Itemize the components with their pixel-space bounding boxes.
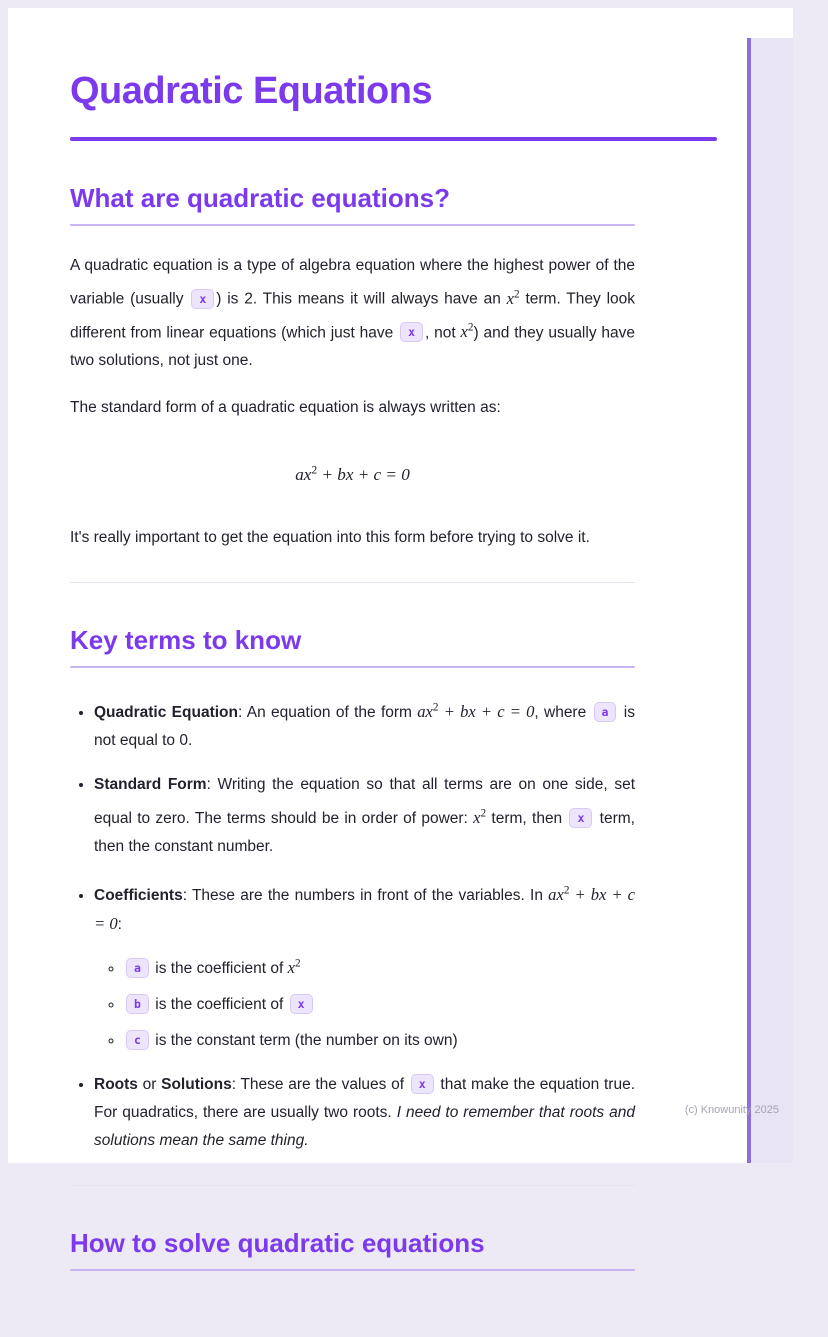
text-run: A quadratic equation is a type of algebra equation where the highest power of the variable (usually bbox=[70, 257, 635, 308]
paragraph-standard-form-lead: The standard form of a quadratic equation is always written as: bbox=[70, 399, 501, 417]
text-run: : These are the values of bbox=[231, 1075, 409, 1093]
text-run: : These are the numbers in front of the variables. In bbox=[182, 887, 549, 905]
inline-code-badge: x bbox=[290, 994, 313, 1014]
text-run: , where bbox=[534, 704, 592, 722]
text-run: : bbox=[117, 916, 122, 934]
term-item-quadratic-equation bbox=[94, 694, 635, 756]
sub-item-text bbox=[124, 957, 301, 977]
term-text bbox=[94, 776, 635, 855]
math-text: $ax^2$ + bx + c = 0 bbox=[417, 701, 535, 722]
inline-code-badge: x bbox=[191, 289, 214, 309]
text-run: , not bbox=[425, 324, 461, 342]
text-run: is the constant term (the number on its own) bbox=[150, 1031, 458, 1049]
math-text: $ax^2$ + bx + c = 0 bbox=[295, 463, 410, 484]
inline-code-badge: a bbox=[126, 958, 149, 978]
term-item-coefficients bbox=[94, 877, 635, 1055]
sub-item-c bbox=[124, 1027, 635, 1055]
inline-code-badge: c bbox=[126, 1030, 149, 1050]
text-run: : Writing the equation so that all terms are on one side, set equal to zero. The terms should be in order of power: bbox=[94, 776, 635, 827]
sub-item-a bbox=[124, 949, 635, 983]
coefficients-sublist bbox=[94, 949, 635, 1055]
sub-item-text bbox=[124, 1032, 458, 1049]
watermark: (c) Knowunity 2025 bbox=[684, 1104, 779, 1116]
math-text: $x^2$ bbox=[506, 288, 520, 308]
term-item-roots-solutions bbox=[94, 1071, 635, 1155]
text-run: Standard Form bbox=[94, 776, 207, 794]
inline-code-badge: a bbox=[594, 702, 617, 722]
document-page bbox=[8, 8, 793, 1258]
inline-code-badge: x bbox=[411, 1074, 434, 1094]
text-run: I need to remember that roots and solutions mean the same thing. bbox=[94, 1103, 635, 1149]
text-run: ) is 2. This means it will always have an bbox=[216, 290, 507, 308]
section-divider bbox=[70, 582, 635, 583]
text-run: is not equal to 0. bbox=[94, 704, 635, 750]
text-run: that make the equation true. For quadratics, there are usually two roots. bbox=[94, 1075, 635, 1121]
section-key-terms bbox=[70, 625, 635, 1155]
sub-item-b bbox=[124, 991, 635, 1019]
title-divider bbox=[70, 137, 717, 141]
text-run: : An equation of the form bbox=[237, 704, 418, 722]
heading-divider bbox=[70, 666, 635, 668]
key-terms-list bbox=[70, 694, 635, 1155]
section-how-to-solve bbox=[70, 1228, 635, 1271]
text-run: Coefficients bbox=[94, 887, 183, 905]
section-divider bbox=[70, 1185, 635, 1186]
paragraph-important-note: It's really important to get the equation into this form before trying to solve it. bbox=[70, 528, 590, 546]
term-item-standard-form bbox=[94, 771, 635, 861]
inline-code-badge: x bbox=[569, 808, 592, 828]
text-run: is the coefficient of bbox=[150, 959, 288, 977]
sub-item-text bbox=[124, 996, 315, 1013]
math-text: $x^2$ bbox=[287, 957, 301, 977]
math-text: $ax^2$ + bx + c = 0 bbox=[94, 884, 636, 934]
text-run: term, then bbox=[486, 809, 568, 827]
term-text bbox=[94, 701, 635, 750]
heading-divider bbox=[70, 224, 635, 226]
page-title: Quadratic Equations bbox=[70, 70, 433, 112]
equation-standard-form bbox=[70, 456, 635, 490]
heading-divider bbox=[70, 1269, 635, 1271]
text-run: or bbox=[137, 1075, 162, 1093]
text-run: ) and they usually have two solutions, not just one. bbox=[70, 324, 635, 370]
term-text bbox=[94, 1076, 635, 1149]
math-text: $x^2$ bbox=[460, 321, 474, 342]
text-run: Solutions bbox=[161, 1075, 232, 1093]
math-text: $x^2$ bbox=[473, 807, 487, 827]
text-run: Roots bbox=[94, 1075, 138, 1093]
section-heading: Key terms to know bbox=[70, 624, 302, 655]
term-text bbox=[94, 884, 636, 934]
inline-code-badge: x bbox=[400, 322, 423, 342]
section-heading: How to solve quadratic equations bbox=[70, 1227, 485, 1258]
text-run: is the coefficient of bbox=[150, 995, 288, 1013]
section-heading: What are quadratic equations? bbox=[70, 183, 450, 213]
inline-code-badge: b bbox=[126, 994, 149, 1014]
text-run: term. They look different from linear equations (which just have bbox=[70, 290, 636, 342]
page-content bbox=[8, 8, 793, 1337]
section-what-are-quadratic-equations bbox=[70, 183, 635, 552]
paragraph-intro bbox=[70, 252, 635, 375]
text-run: term, then the constant number. bbox=[94, 809, 635, 855]
text-run: Quadratic Equation bbox=[94, 704, 238, 722]
